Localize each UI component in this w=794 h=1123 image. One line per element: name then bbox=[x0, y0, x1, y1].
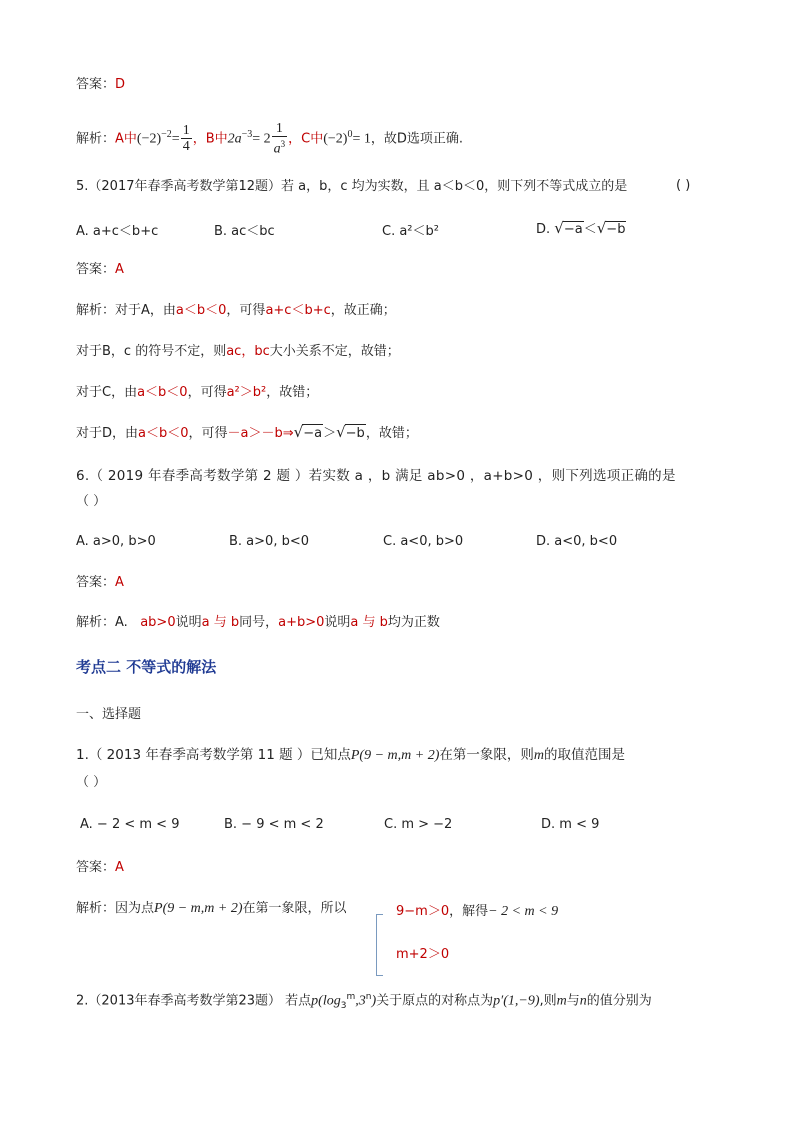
system-eq-1: 9−m＞0，解得− 2 < m < 9 bbox=[396, 904, 559, 919]
q5-option-c: C. a²＜b² bbox=[382, 224, 439, 239]
analysis-a-eq: = bbox=[171, 131, 180, 147]
s1-option-a: A. − 2 < m < 9 bbox=[80, 817, 180, 832]
analysis-a-exp: −2 bbox=[161, 129, 172, 140]
q5-analysis-2: 对于B，c 的符号不定，则ac，bc大小关系不定，故错； bbox=[76, 344, 400, 359]
q6-option-a: A. a>0, b>0 bbox=[76, 534, 156, 549]
s1-answer-paren: （ ） bbox=[76, 775, 107, 790]
analysis-b-prefix: ，B中 bbox=[192, 131, 228, 147]
fraction-one-quarter: $\frac{1}{4}$ bbox=[182, 123, 190, 155]
q5-analysis-4: 对于D，由a＜b＜0，可得－a＞－b⇒√−a＞√−b，故错； bbox=[76, 423, 418, 441]
q5-analysis-1: 解析：对于A，由a＜b＜0，可得a+c＜b+c，故正确； bbox=[76, 303, 396, 318]
analysis-b-exp: −3 bbox=[241, 129, 253, 140]
q6-option-b: B. a>0, b<0 bbox=[229, 534, 309, 549]
analysis-c-expr: (−2) bbox=[323, 131, 348, 147]
analysis-c-eq: = 1 bbox=[352, 131, 371, 147]
analysis-c-exp: 0 bbox=[347, 129, 353, 140]
q5-stem: 5.（2017年春季高考数学第12题）若 a，b，c 均为实数，且 a＜b＜0，则下列不等式成立的是 bbox=[76, 179, 628, 194]
q6-answer-paren: （ ） bbox=[76, 494, 107, 509]
q5-option-a: A. a+c＜b+c bbox=[76, 224, 159, 239]
s1-stem: 1.（ 2013 年春季高考数学第 11 题 ）已知点P(9 − m,m + 2)在第一象限，则m的取值范围是 bbox=[76, 747, 625, 763]
q6-stem: 6.（ 2019 年春季高考数学第 2 题 ）若实数 a ，b 满足 ab>0 ，a+b>0 ，则下列选项正确的是 bbox=[76, 468, 676, 484]
q4-analysis-line bbox=[76, 120, 463, 157]
q6-analysis-line: 解析：A. ab>0说明a 与 b同号，a+b>0说明a 与 b均为正数 bbox=[76, 615, 440, 630]
s1-answer-line: 答案：A bbox=[76, 860, 124, 875]
analysis-tail: ，故D选项正确. bbox=[370, 131, 464, 147]
system-brace bbox=[376, 914, 383, 976]
s1-option-c: C. m > −2 bbox=[384, 817, 453, 832]
q6-option-c: C. a<0, b>0 bbox=[383, 534, 464, 549]
analysis-b-expr: 2a bbox=[227, 131, 242, 147]
analysis-b-eq: = 2 bbox=[252, 131, 271, 147]
s1-option-d: D. m < 9 bbox=[541, 817, 600, 832]
s1-option-b: B. − 9 < m < 2 bbox=[224, 817, 324, 832]
q5-analysis-3: 对于C，由a＜b＜0，可得a²＞b²，故错； bbox=[76, 385, 319, 400]
q5-answer-paren: ( ) bbox=[676, 178, 691, 193]
analysis-c-prefix: ，C中 bbox=[288, 131, 324, 147]
answer-label: 答案： bbox=[76, 77, 116, 92]
s1-analysis-line: 解析：因为点P(9 − m,m + 2)在第一象限，所以 bbox=[76, 901, 347, 916]
s2-stem: 2.（2013年春季高考数学第23题） 若点$p(\log_3^m,3^n)$关于原点的对称点为p′(1,−9),则m与n的值分别为 bbox=[76, 992, 652, 1011]
q5-answer-line: 答案：A bbox=[76, 262, 124, 277]
fraction-one-over-a-cubed: $\frac{1}{a^3}$ bbox=[273, 121, 286, 157]
q6-answer-line: 答案：A bbox=[76, 575, 124, 590]
q4-answer-line bbox=[76, 76, 125, 94]
analysis-a-prefix: A中 bbox=[115, 131, 137, 147]
q5-option-b: B. ac＜bc bbox=[214, 224, 275, 239]
system-eq-2: m+2＞0 bbox=[396, 947, 450, 962]
section-subheading: 一、选择题 bbox=[76, 707, 142, 722]
section-heading: 考点二 不等式的解法 bbox=[76, 658, 217, 676]
q5-option-d: D. √−a＜√−b bbox=[536, 219, 626, 237]
answer-value: D bbox=[115, 77, 126, 92]
analysis-label: 解析： bbox=[76, 131, 116, 147]
analysis-a-expr: (−2) bbox=[136, 131, 162, 147]
q6-option-d: D. a<0, b<0 bbox=[536, 534, 618, 549]
